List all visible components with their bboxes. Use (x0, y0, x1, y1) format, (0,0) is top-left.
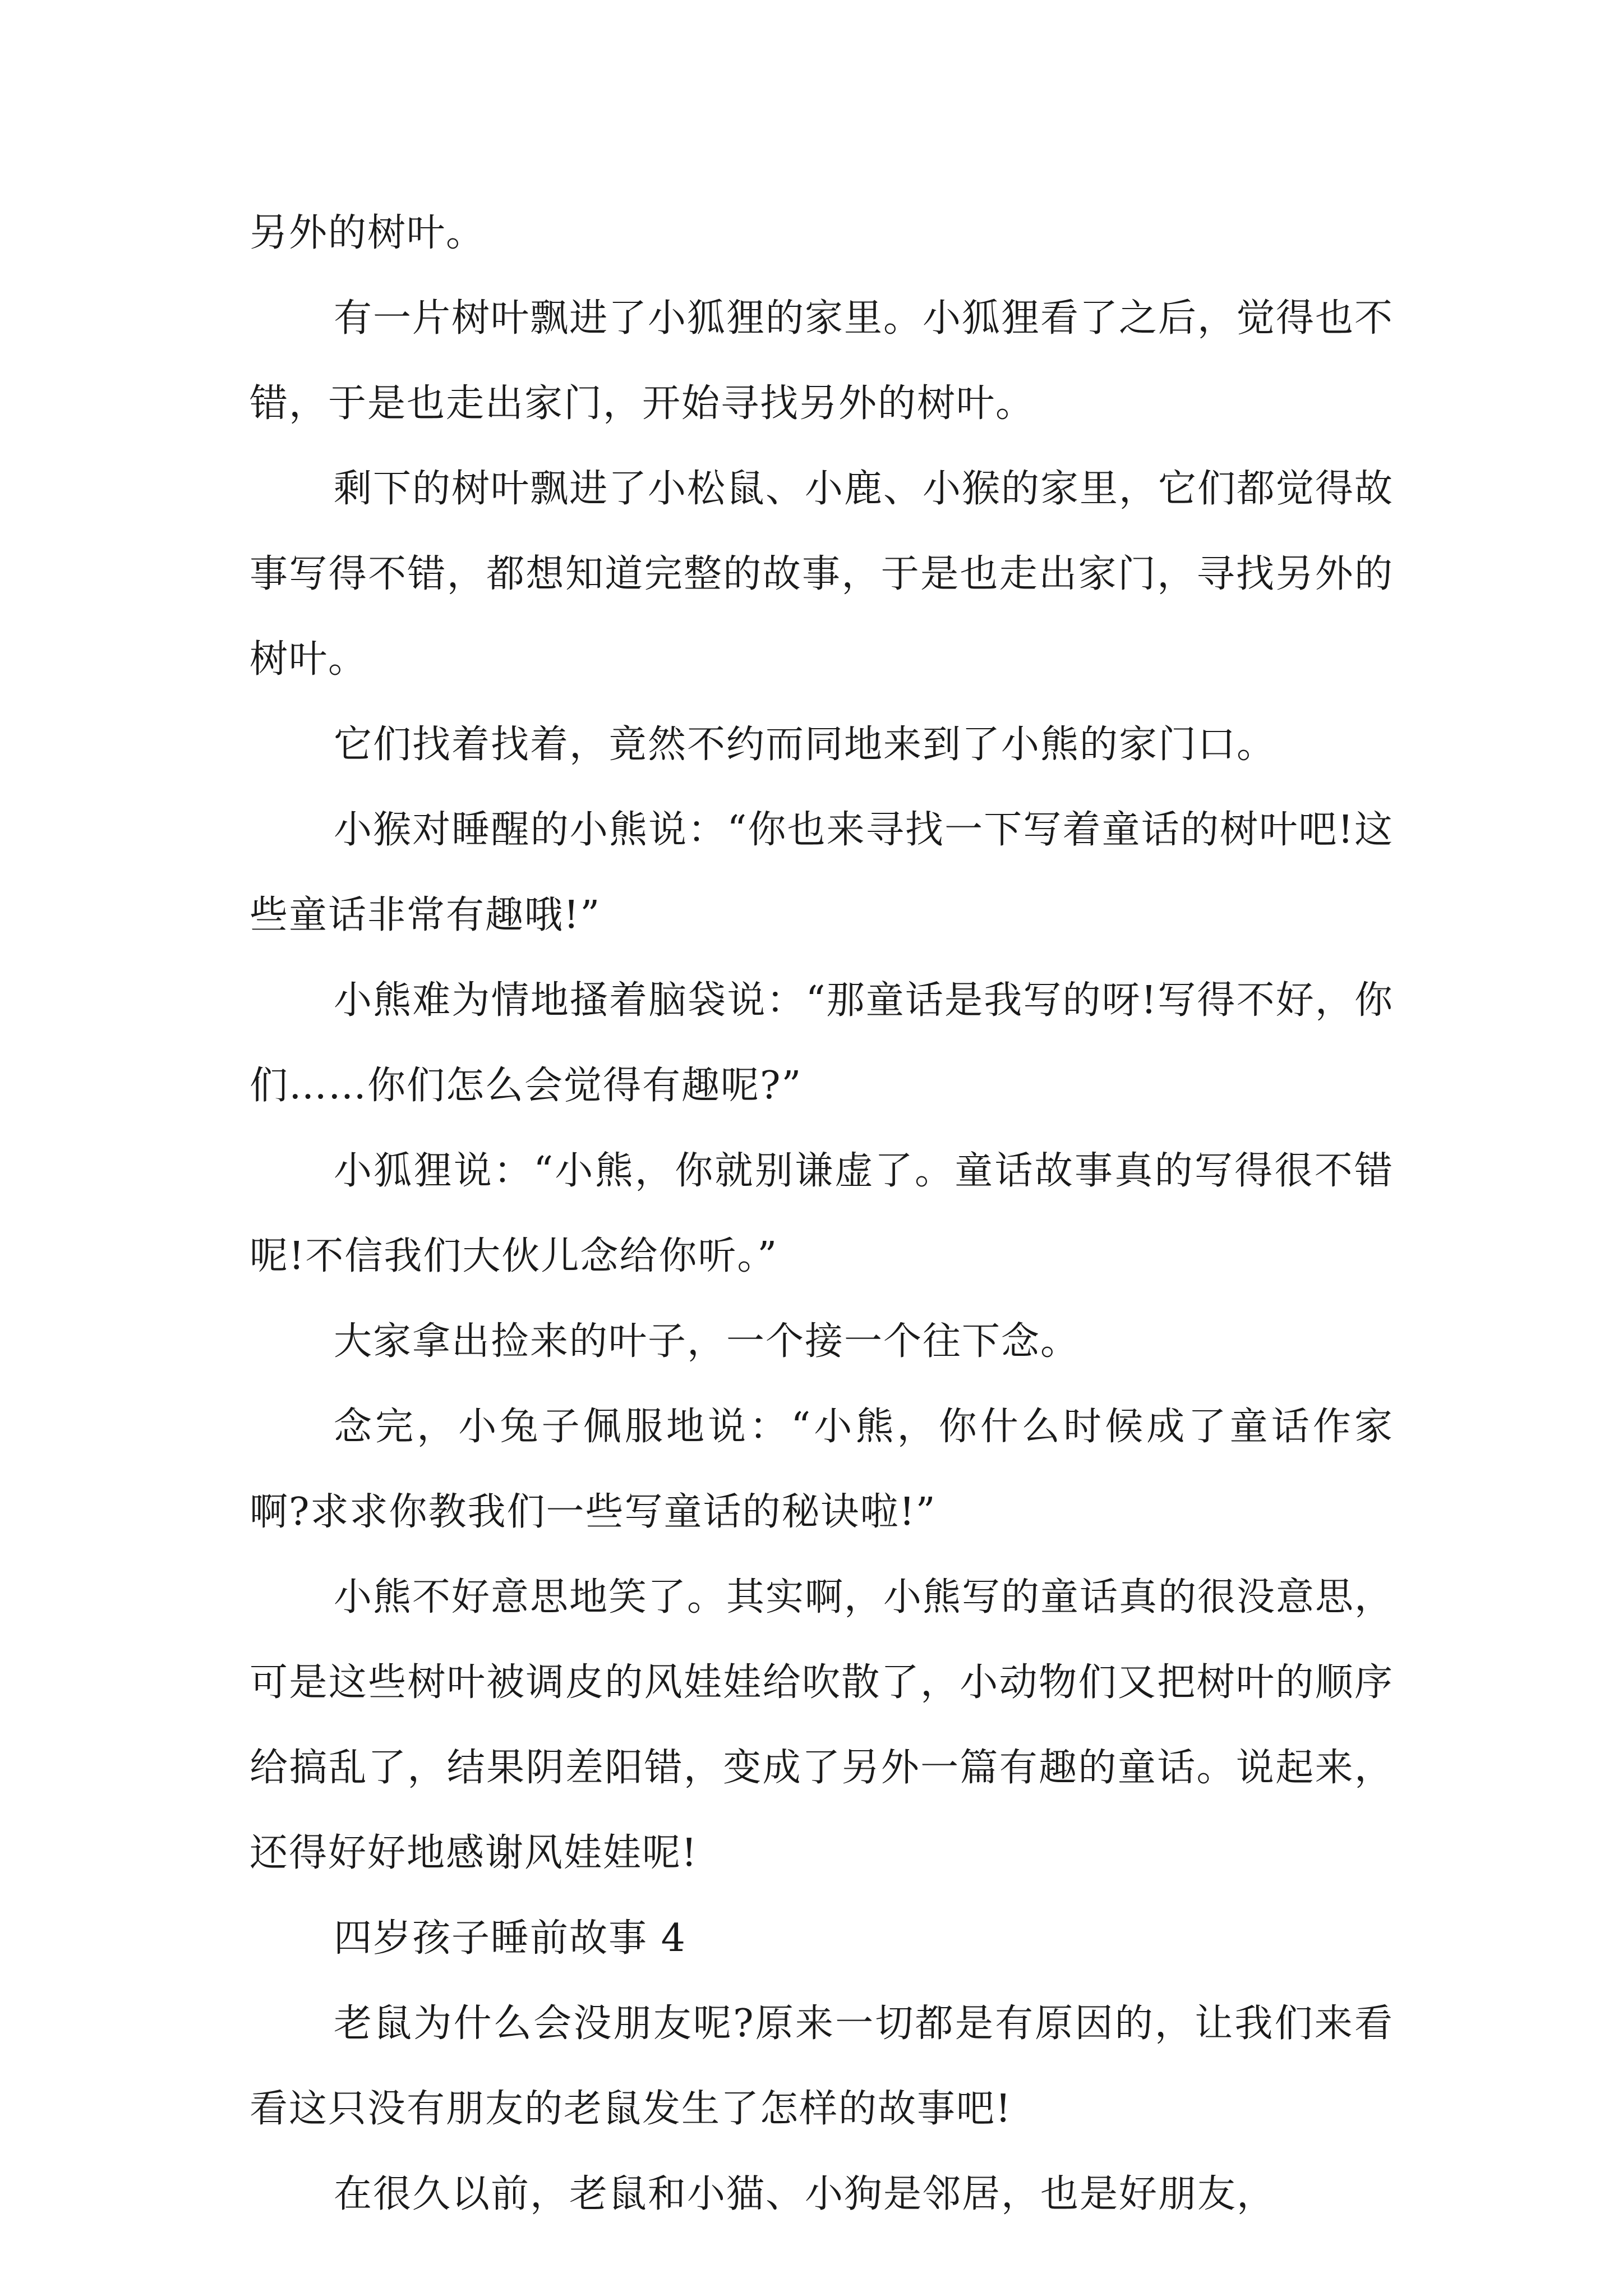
section-heading: 四岁孩子睡前故事 4 (334, 1916, 686, 1961)
paragraph: 另外的树叶。 (250, 211, 486, 255)
paragraph: 它们找着找着，竟然不约而同地来到了小熊的家门口。 (334, 723, 1276, 767)
paragraph: 念完，小兔子佩服地说：“小熊，你什么时候成了童话作家啊?求求你教我们一些写童话的秘诀啦!” (250, 1405, 1394, 1534)
paragraph: 剩下的树叶飘进了小松鼠、小鹿、小猴的家里，它们都觉得故事写得不错，都想知道完整的故事，于是也走出家门，寻找另外的树叶。 (250, 467, 1394, 682)
paragraph: 老鼠为什么会没朋友呢?原来一切都是有原因的，让我们来看看这只没有朋友的老鼠发生了怎样的故事吧! (250, 2001, 1394, 2131)
document-body (250, 191, 1394, 2237)
paragraph: 小猴对睡醒的小熊说：“你也来寻找一下写着童话的树叶吧!这些童话非常有趣哦!” (250, 808, 1394, 937)
paragraph: 小熊不好意思地笑了。其实啊，小熊写的童话真的很没意思，可是这些树叶被调皮的风娃娃给吹散了，小动物们又把树叶的顺序给搞乱了，结果阴差阳错，变成了另外一篇有趣的童话。说起来，还得好好地感谢风娃娃呢! (250, 1575, 1394, 1875)
paragraph: 大家拿出捡来的叶子，一个接一个往下念。 (334, 1319, 1080, 1364)
paragraph: 有一片树叶飘进了小狐狸的家里。小狐狸看了之后，觉得也不错，于是也走出家门，开始寻找另外的树叶。 (250, 296, 1394, 426)
paragraph: 小熊难为情地搔着脑袋说：“那童话是我写的呀!写得不好，你们……你们怎么会觉得有趣呢?” (250, 978, 1394, 1108)
paragraph: 在很久以前，老鼠和小猫、小狗是邻居，也是好朋友， (334, 2172, 1276, 2216)
paragraph: 小狐狸说：“小熊，你就别谦虚了。童话故事真的写得很不错呢!不信我们大伙儿念给你听。” (250, 1149, 1394, 1278)
